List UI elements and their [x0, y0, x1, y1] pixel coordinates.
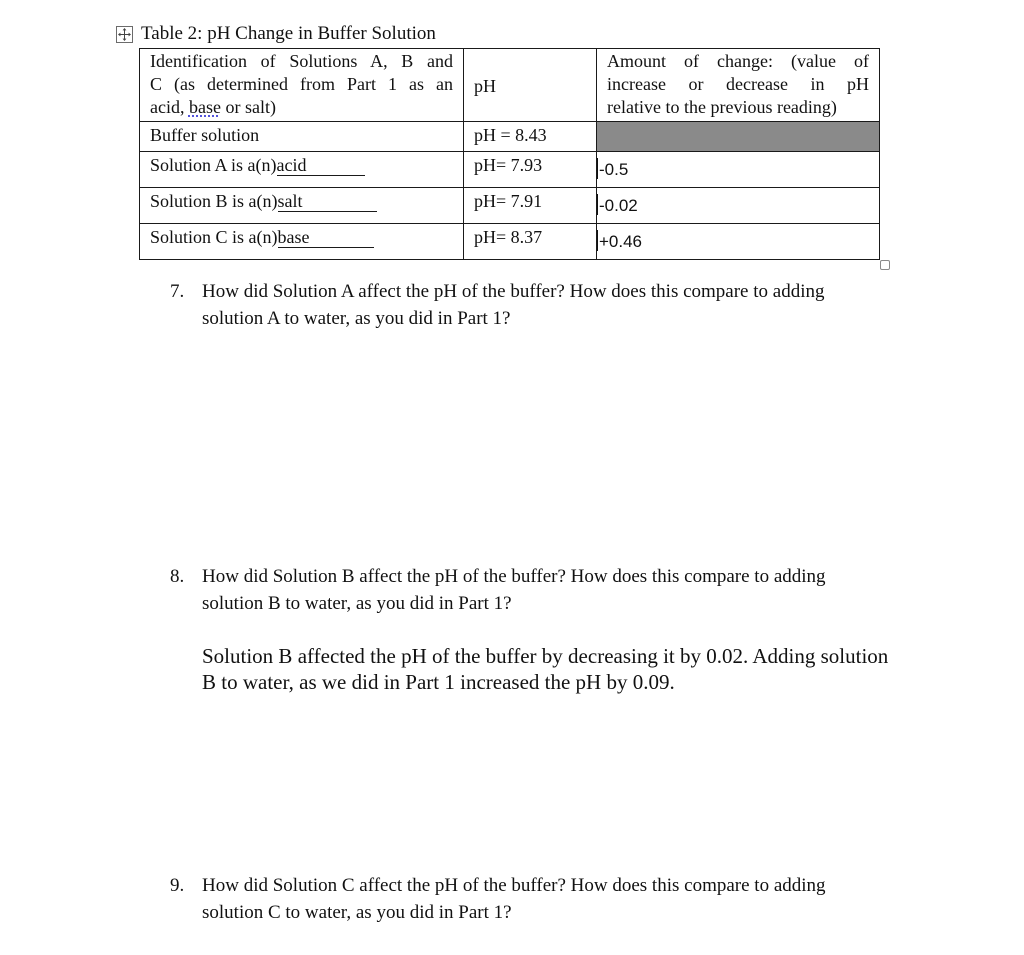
text-cursor	[597, 194, 598, 215]
question-text[interactable]: How did Solution C affect the pH of the buffer? How does this compare to adding solution C to water, as you did in Part 1?	[202, 875, 826, 923]
row-change-solution-a[interactable]: -0.5	[597, 152, 880, 188]
fill-blank-solution-a: acid	[277, 156, 365, 176]
row-ph-buffer[interactable]: pH = 8.43	[464, 122, 597, 152]
header-identification[interactable]	[140, 49, 464, 122]
row-label-buffer[interactable]: Buffer solution	[140, 122, 464, 152]
header-ph[interactable]: pH	[464, 49, 597, 122]
header-amount-line-1: Amount of change: (value of	[607, 51, 869, 71]
fill-blank-solution-c: base	[278, 228, 374, 248]
table-header-row	[140, 49, 880, 122]
header-identification-line-1: Identification of Solutions A, B and	[150, 51, 453, 71]
row-label-solution-b[interactable]: Solution B is a(n)salt	[140, 188, 464, 224]
header-amount-line-2: increase or decrease in pH	[607, 74, 869, 94]
question-number: 9.	[170, 875, 185, 896]
question-number: 8.	[170, 566, 185, 587]
table-caption: Table 2: pH Change in Buffer Solution	[141, 23, 436, 44]
text-cursor	[597, 158, 598, 179]
ph-change-table	[139, 48, 880, 260]
table-row	[140, 122, 880, 152]
table-resize-handle-icon[interactable]	[880, 260, 890, 270]
row-ph-solution-a[interactable]: pH= 7.93	[464, 152, 597, 188]
table-row	[140, 224, 880, 260]
row-label-solution-a[interactable]: Solution A is a(n)acid	[140, 152, 464, 188]
row-ph-solution-c[interactable]: pH= 8.37	[464, 224, 597, 260]
header-identification-line-2: C (as determined from Part 1 as an	[150, 74, 453, 94]
question-text[interactable]: How did Solution A affect the pH of the buffer? How does this compare to adding solution A to water, as you did in Part 1?	[202, 281, 825, 329]
table-move-handle-icon[interactable]	[116, 26, 133, 43]
question-7	[170, 278, 890, 332]
header-amount-of-change[interactable]	[597, 49, 880, 122]
question-text[interactable]: How did Solution B affect the pH of the buffer? How does this compare to adding solution B to water, as you did in Part 1?	[202, 566, 826, 614]
table-row	[140, 188, 880, 224]
question-8	[170, 563, 890, 617]
row-change-solution-c[interactable]: +0.46	[597, 224, 880, 260]
question-number: 7.	[170, 281, 185, 302]
header-identification-line-3: acid, base or salt)	[150, 97, 276, 117]
table-row	[140, 152, 880, 188]
shaded-cell[interactable]	[597, 122, 880, 152]
row-change-solution-b[interactable]: -0.02	[597, 188, 880, 224]
question-9	[170, 872, 890, 926]
answer-8[interactable]: Solution B affected the pH of the buffer by decreasing it by 0.02. Adding solution B to water, as we did in Part 1 increased the pH by 0.09.	[202, 644, 889, 694]
text-cursor	[597, 230, 598, 251]
header-amount-line-3: relative to the previous reading)	[607, 97, 837, 117]
fill-blank-solution-b: salt	[278, 192, 377, 212]
row-label-solution-c[interactable]: Solution C is a(n)base	[140, 224, 464, 260]
spellcheck-word: base	[188, 97, 221, 117]
row-ph-solution-b[interactable]: pH= 7.91	[464, 188, 597, 224]
